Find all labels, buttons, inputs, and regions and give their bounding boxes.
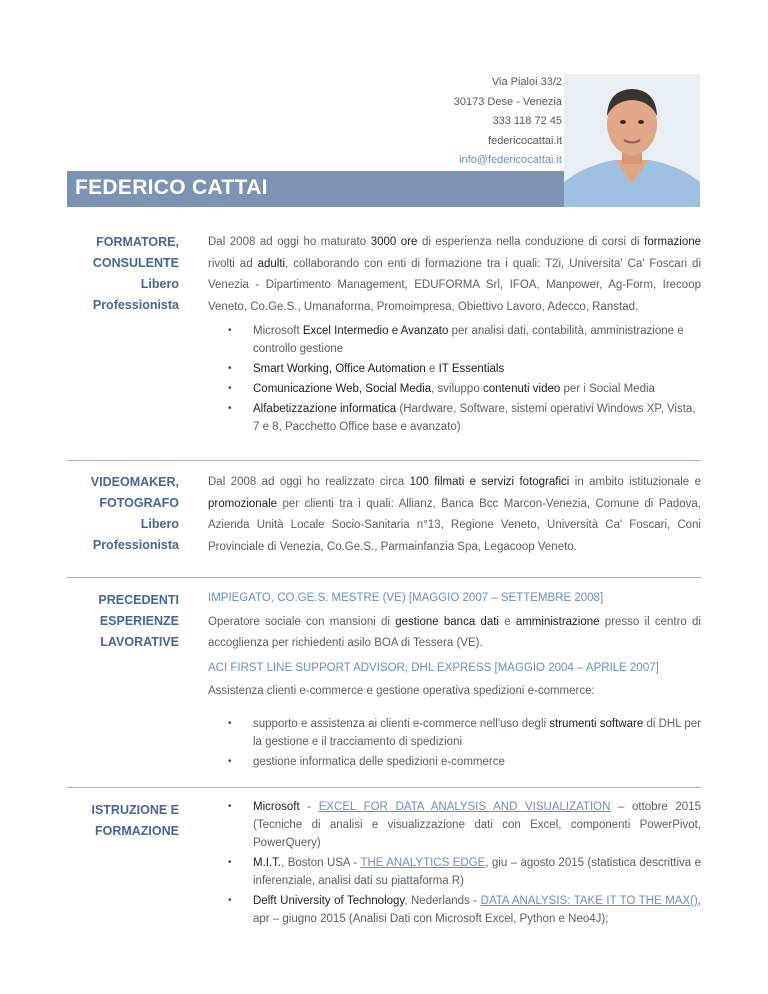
highlight: formazione	[644, 236, 702, 248]
label-line: FORMATORE,	[96, 235, 179, 249]
list-item	[208, 360, 701, 378]
text-run: , Nederlands -	[404, 895, 481, 907]
highlight: strumenti software	[549, 718, 644, 730]
email[interactable]: info@federicocattai.it	[459, 154, 562, 166]
text-run: per analisi dati, contabilità, amministrazione e controllo gestione	[253, 325, 684, 355]
phone: 333 118 72 45	[492, 115, 562, 127]
highlight: contenuti video	[482, 383, 561, 395]
list-item	[208, 400, 701, 436]
text-run: (Hardware, Software, sistemi operativi Windows XP, Vista, 7 e 8, Pacchetto Office base e avanzato)	[253, 403, 696, 433]
label-sub: Professionista	[92, 538, 179, 552]
formatore-paragraph	[208, 232, 701, 318]
label-line: VIDEOMAKER,	[90, 475, 179, 489]
course-link[interactable]: DATA ANALYSIS: TAKE IT TO THE MAX()	[480, 895, 698, 907]
label-line: ESPERIENZE	[99, 614, 179, 628]
course-link[interactable]: EXCEL FOR DATA ANALYSIS AND VISUALIZATION	[318, 801, 611, 813]
list-item	[208, 380, 701, 398]
text-run: e	[429, 363, 436, 375]
label-sub: Libero	[140, 517, 179, 531]
list-item	[208, 854, 701, 890]
text-run: di esperienza nella conduzione di corsi di	[421, 236, 640, 248]
label-line: ISTRUZIONE E	[91, 803, 179, 817]
text-run: – ottobre 2015 (Tecniche di analisi e visualizzazione dati con Excel, componenti PowerPivot, PowerQuery)	[253, 801, 701, 849]
label-line: FORMAZIONE	[94, 824, 179, 838]
text-run: di DHL per la gestione e il tracciamento di spedizioni	[253, 718, 701, 748]
text-run: Dal 2008 ad oggi ho realizzato circa	[208, 476, 405, 488]
label-line: CONSULENTE	[92, 256, 179, 270]
text-run: supporto e assistenza ai clienti e-commerce nell'uso degli	[253, 718, 547, 730]
text-run: per clienti tra i quali: Allianz, Banca Bcc Marcon-Venezia, Comune di Padova, Azienda Unità Locale Socio-Sanitaria n°13, Regione Veneto, Università Ca' Foscari, Coni Provinciale di Venezia, Co.Ge.S., Parmainfanzia Spa, Legacoop Veneto.	[208, 497, 701, 553]
text-run: -	[299, 801, 319, 813]
highlight: Microsoft	[253, 801, 300, 813]
section-label-istruzione	[67, 800, 179, 842]
highlight: amministrazione	[515, 616, 600, 628]
istruzione-bullets	[208, 798, 701, 930]
text-run: , sviluppo	[431, 383, 480, 395]
highlight: 100 filmati e servizi fotografici	[409, 476, 570, 488]
website[interactable]: federicocattai.it	[488, 134, 562, 147]
text-run: presso il centro di accoglienza per richiedenti asilo BOA di Tessera (VE).	[208, 616, 701, 649]
label-line: LAVORATIVE	[100, 635, 179, 649]
highlight: 3000 ore	[370, 236, 418, 248]
text-run: , giu – agosto 2015 (statistica descrittiva e inferenziale, analisi dati su piattaforma R)	[253, 857, 701, 887]
dhl-bullets	[208, 715, 701, 773]
highlight: gestione banca dati	[395, 616, 499, 628]
text-run: Operatore sociale con mansioni di	[208, 616, 390, 628]
highlight: IT Essentials	[438, 363, 505, 375]
list-item	[208, 892, 701, 928]
list-item	[208, 753, 701, 771]
label-line: FOTOGRAFO	[99, 496, 179, 510]
videomaker-paragraph	[208, 472, 701, 558]
formatore-bullets	[208, 322, 701, 438]
highlight: adulti	[257, 257, 286, 270]
text-run: gestione informatica delle spedizioni e-commerce	[253, 756, 505, 768]
full-name: FEDERICO CATTAI	[75, 176, 268, 199]
highlight: Delft University of Technology	[253, 895, 405, 907]
contact-info	[454, 73, 562, 171]
section-divider	[67, 577, 701, 578]
text-run: e	[504, 616, 511, 628]
list-item	[208, 798, 701, 852]
highlight: Smart Working, Office Automation	[253, 363, 426, 375]
address: Via Pialoi 33/2	[491, 76, 562, 88]
job-title-cogess: IMPIEGATO, CO.GE.S. MESTRE (VE) [MAGGIO 2007 – SETTEMBRE 2008]	[208, 592, 604, 604]
job-desc-cogess	[208, 612, 701, 653]
label-line: PRECEDENTI	[98, 593, 179, 607]
text-run: Microsoft	[253, 325, 300, 337]
job-intro-dhl: Assistenza clienti e-commerce e gestione operativa spedizioni e-commerce:	[208, 685, 595, 697]
section-divider	[67, 787, 701, 788]
list-item	[208, 322, 701, 358]
profile-photo	[564, 74, 700, 207]
text-run: Dal 2008 ad oggi ho maturato	[208, 236, 367, 248]
highlight: Alfabetizzazione informatica	[253, 403, 397, 415]
city: 30173 Dese - Venezia	[453, 95, 562, 108]
name-header	[67, 171, 564, 207]
section-label-videomaker	[67, 472, 179, 556]
text-run: per i Social Media	[563, 383, 655, 395]
list-item	[208, 715, 701, 751]
section-label-formatore	[67, 232, 179, 316]
label-sub: Libero	[140, 277, 179, 291]
text-run: , Boston USA -	[281, 857, 361, 869]
section-label-precedenti	[67, 590, 179, 653]
text-run: , apr – giugno 2015 (Analisi Dati con Microsoft Excel, Python e Neo4J);	[253, 895, 701, 925]
highlight: Excel Intermedio e Avanzato	[302, 325, 449, 337]
text-run: , collaborando con enti di formazione tra i quali: T2i, Universita' Ca' Foscari di Venezia - Dipartimento Management, EDUFORMA Srl, IFOA, Manpower, Ag-Form, Irecoop Veneto, Co.Ge.S., Umanaforma, Promoimpresa, Obiettivo Lavoro, Adecco, Ranstad.	[208, 257, 702, 313]
highlight: Comunicazione Web, Social Media	[253, 383, 432, 395]
label-sub: Professionista	[92, 298, 179, 312]
text-run: rivolti ad	[208, 257, 253, 270]
highlight: promozionale	[208, 497, 278, 510]
highlight: M.I.T.	[253, 857, 282, 869]
course-link[interactable]: THE ANALYTICS EDGE	[360, 857, 486, 869]
job-title-dhl: ACI FIRST LINE SUPPORT ADVISOR, DHL EXPRESS [MAGGIO 2004 – APRILE 2007]	[208, 662, 659, 674]
section-divider	[67, 460, 701, 461]
text-run: in ambito istituzionale e	[574, 476, 701, 488]
